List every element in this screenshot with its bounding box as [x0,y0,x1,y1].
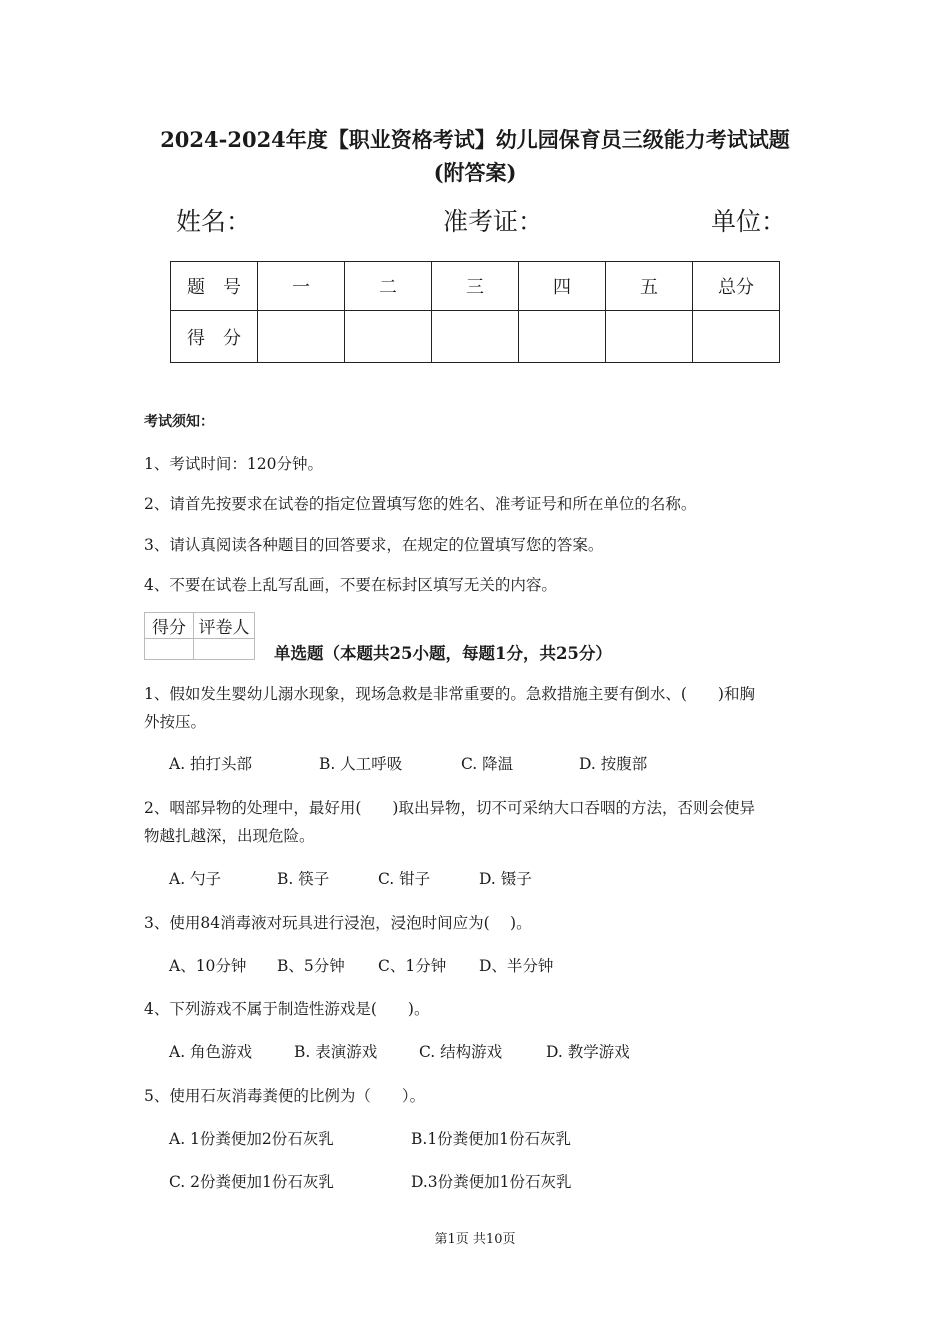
score-table-cell: 得 分 [171,311,258,363]
question-option[interactable]: C、1分钟 [378,957,447,975]
score-table-score-row [171,311,780,363]
score-table-header-row [171,262,780,311]
score-table [170,261,780,363]
grader-box-grader-entry[interactable] [194,639,255,660]
question-option[interactable]: B、5分钟 [277,957,345,975]
notice-item: 1、考试时间：120分钟。 [144,455,323,473]
notice-item: 3、请认真阅读各种题目的回答要求，在规定的位置填写您的答案。 [144,536,604,554]
question-option[interactable]: B. 筷子 [277,870,330,888]
question-option[interactable]: A、10分钟 [169,957,247,975]
score-table-cell: 二 [345,262,432,311]
score-table-cell: 题 号 [171,262,258,311]
score-table-cell: 三 [432,262,519,311]
question-option[interactable]: C. 结构游戏 [419,1043,503,1061]
name-field-label: 姓名： [176,207,252,236]
question-stem: 5、使用石灰消毒粪便的比例为（ ）。 [144,1087,426,1105]
section-heading: 单选题（本题共25小题，每题1分，共25分） [274,644,612,663]
score-entry-cell[interactable] [345,311,432,363]
question-option[interactable]: C. 钳子 [378,870,431,888]
question-option[interactable]: C. 2份粪便加1份石灰乳 [169,1173,334,1191]
question-option[interactable]: D. 按腹部 [579,755,648,773]
question-option[interactable]: B.1份粪便加1份石灰乳 [411,1130,572,1148]
exam-id-field-label: 准考证： [443,207,544,236]
question-option[interactable]: A. 勺子 [169,870,222,888]
question-option[interactable]: A. 1份粪便加2份石灰乳 [169,1130,334,1148]
score-entry-cell[interactable] [258,311,345,363]
question-option[interactable]: A. 角色游戏 [169,1043,253,1061]
score-table-cell: 五 [606,262,693,311]
exam-title: 2024-2024年度【职业资格考试】幼儿园保育员三级能力考试试题 [160,127,790,152]
question-option[interactable]: B. 人工呼吸 [319,755,403,773]
page-number: 第1页 共10页 [434,1232,516,1247]
question-option[interactable]: D.3份粪便加1份石灰乳 [411,1173,572,1191]
notice-heading: 考试须知： [144,414,214,430]
question-stem: 物越扎越深，出现危险。 [144,827,315,845]
notice-item: 4、不要在试卷上乱写乱画，不要在标封区填写无关的内容。 [144,576,557,594]
grader-box-grader-label: 评卷人 [194,613,255,639]
question-option[interactable]: D. 镊子 [479,870,532,888]
question-stem: 2、咽部异物的处理中，最好用( )取出异物，切不可采纳大口吞咽的方法，否则会使异 [144,799,755,817]
question-option[interactable]: A. 拍打头部 [169,755,253,773]
question-stem: 1、假如发生婴幼儿溺水现象，现场急救是非常重要的。急救措施主要有倒水、( )和胸 [144,685,755,703]
grader-box [144,612,255,660]
score-entry-cell[interactable] [606,311,693,363]
grader-box-score-label: 得分 [145,613,194,639]
exam-title-subtitle: (附答案) [433,160,517,185]
grader-box-score-entry[interactable] [145,639,194,660]
question-option[interactable]: D. 教学游戏 [546,1043,630,1061]
question-stem: 3、使用84消毒液对玩具进行浸泡，浸泡时间应为( )。 [144,914,532,932]
question-stem: 外按压。 [144,713,207,731]
question-option[interactable]: C. 降温 [461,755,514,773]
question-option[interactable]: D、半分钟 [479,957,554,975]
score-table-cell: 四 [519,262,606,311]
unit-field-label: 单位： [711,207,787,236]
score-table-cell: 一 [258,262,345,311]
score-entry-cell[interactable] [693,311,780,363]
notice-item: 2、请首先按要求在试卷的指定位置填写您的姓名、准考证号和所在单位的名称。 [144,495,697,513]
score-entry-cell[interactable] [432,311,519,363]
question-stem: 4、下列游戏不属于制造性游戏是( )。 [144,1000,430,1018]
score-entry-cell[interactable] [519,311,606,363]
question-option[interactable]: B. 表演游戏 [294,1043,378,1061]
score-table-cell: 总分 [693,262,780,311]
